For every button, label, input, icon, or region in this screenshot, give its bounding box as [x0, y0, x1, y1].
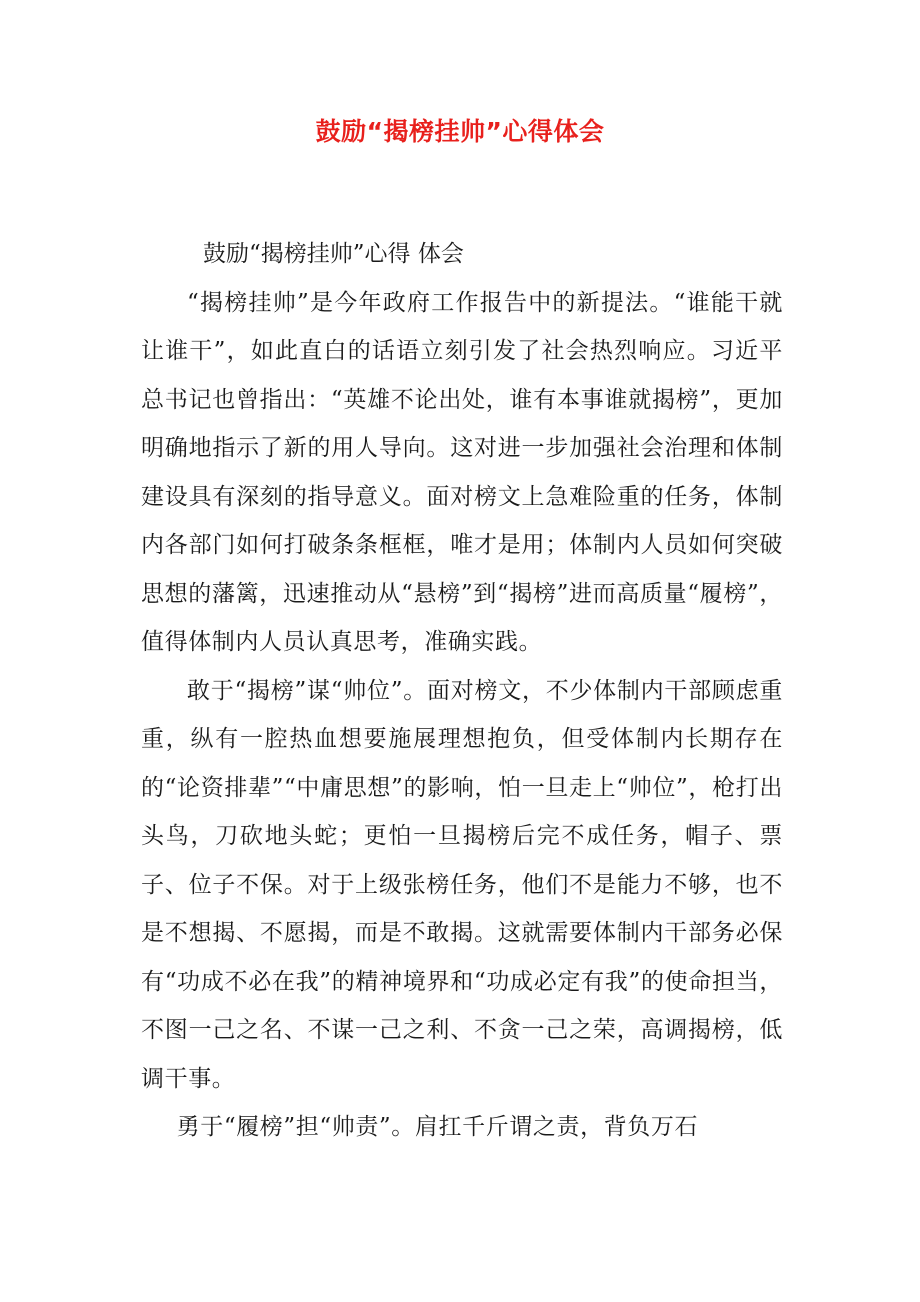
paragraph-dare-to-unveil: 敢于“揭榜”谋“帅位”。面对榜文，不少体制内干部顾虑重重，纵有一腔热血想要施展理想抱负，但受体制内长期存在的“论资排辈”“中庸思想”的影响，怕一旦走上“帅位”，枪打出头鸟，刀砍地头蛇；更怕一旦揭榜后完不成任务，帽子、票子、位子不保。对于上级张榜任务，他们不是能力不够，也不是不想揭、不愿揭，而是不敢揭。这就需要体制内干部务必保有“功成不必在我”的精神境界和“功成必定有我”的使命担当，不图一己之名、不谋一己之利、不贪一己之荣，高调揭榜，低调干事。	[141, 677, 783, 1092]
document-subtitle: 鼓励“揭榜挂帅”心得 体会	[203, 241, 464, 267]
paragraph-brave-to-fulfill: 勇于“履榜”担“帅责”。肩扛千斤谓之责，背负万石	[176, 1114, 699, 1140]
document-title: 鼓励“揭榜挂帅”心得体会	[315, 117, 605, 146]
paragraph-intro: “揭榜挂帅”是今年政府工作报告中的新提法。“谁能干就让谁干”，如此直白的话语立刻引发了社会热烈响应。习近平总书记也曾指出：“英雄不论出处，谁有本事谁就揭榜”，更加明确地指示了新的用人导向。这对进一步加强社会治理和体制建设具有深刻的指导意义。面对榜文上急难险重的任务，体制内各部门如何打破条条框框，唯才是用；体制内人员如何突破思想的藩篱，迅速推动从“悬榜”到“揭榜”进而高质量“履榜”，值得体制内人员认真思考，准确实践。	[141, 289, 783, 655]
document-body	[141, 230, 783, 1152]
